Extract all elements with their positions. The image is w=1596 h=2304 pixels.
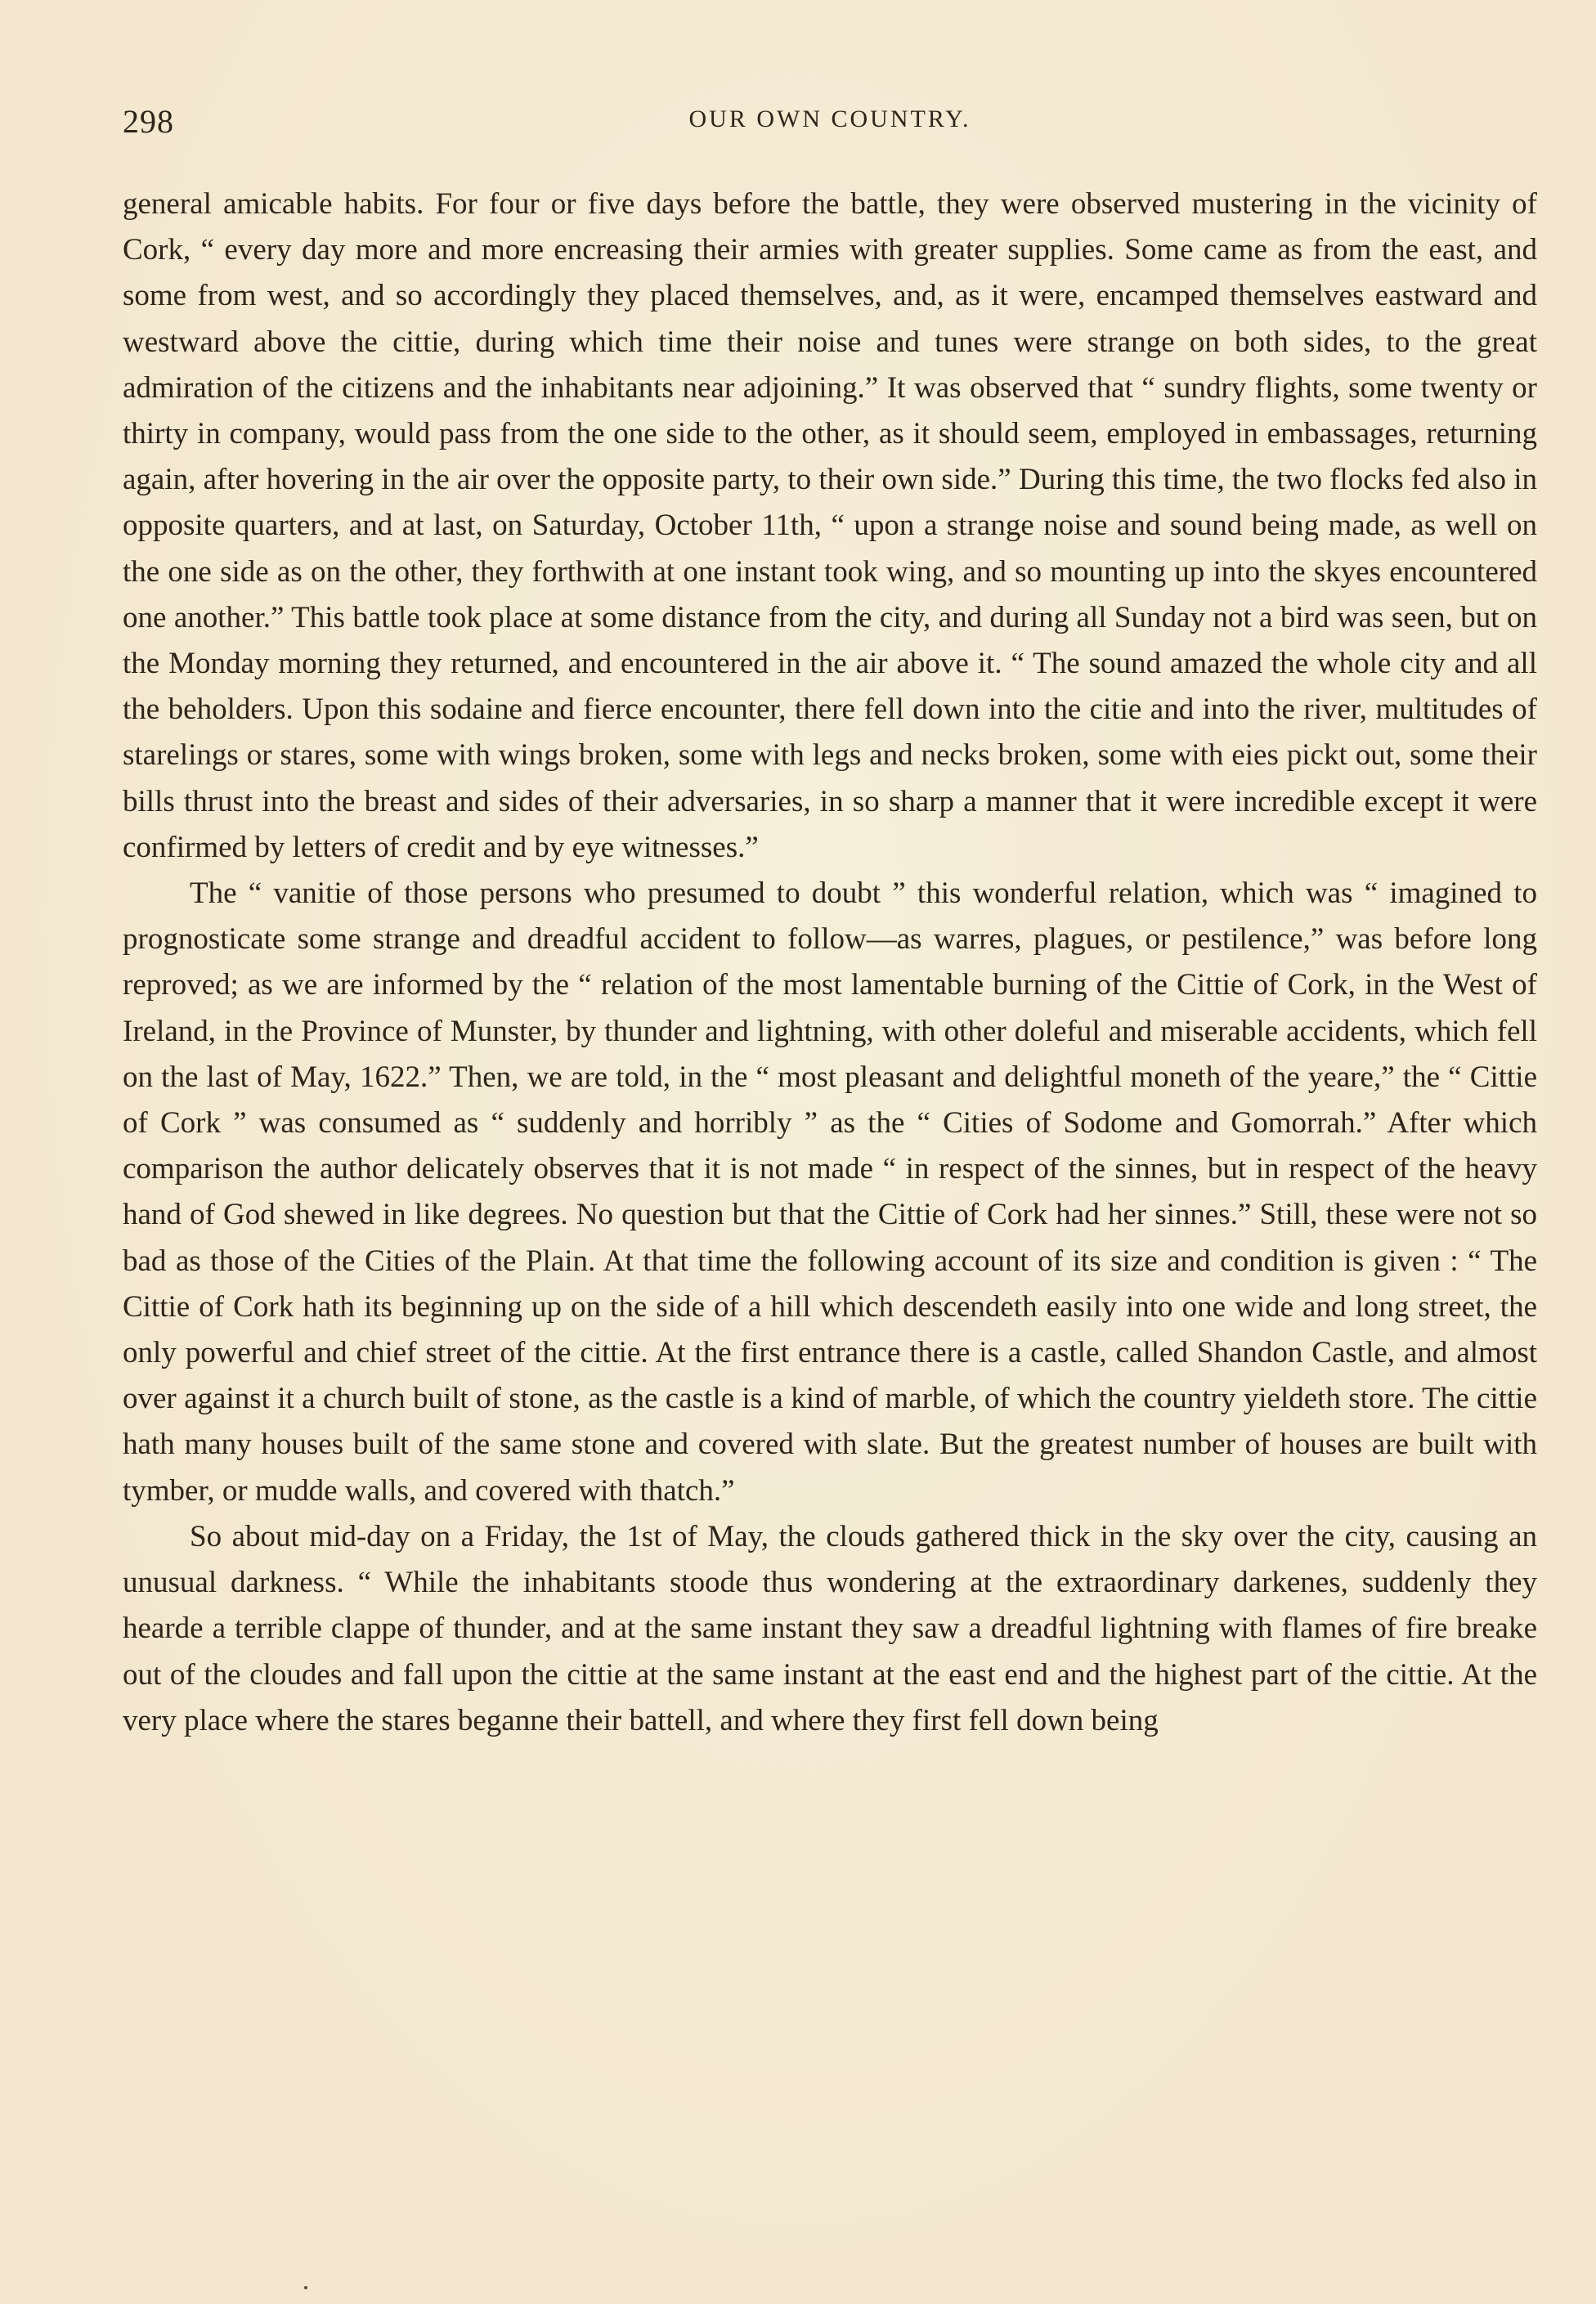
paper-speck: [304, 2286, 307, 2289]
page-header: [123, 102, 1537, 151]
paragraph-starling-battle: general amicable habits. For four or five days before the battle, they were observed mustering in the vicinity of Cork, “ every day more and more encreasing their armies with greater supplies. Some came as from the east, and some from west, and so accordingly they placed themselves, and, as it were, encamped themselves eastward and westward above the cittie, during which time their noise and tunes were strange on both sides, to the great admiration of the citizens and the inhabitants near adjoining.” It was observed that “ sundry flights, some twenty or thirty in company, would pass from the one side to the other, as it should seem, employed in embassages, returning again, after hovering in the air over the opposite party, to their own side.” During this time, the two flocks fed also in opposite quarters, and at last, on Saturday, October 11th, “ upon a strange noise and sound being made, as well on the one side as on the other, they forthwith at one instant took wing, and so mounting up into the skyes encountered one another.” This battle took place at some distance from the city, and during all Sunday not a bird was seen, but on the Monday morning they returned, and encountered in the air above it. “ The sound amazed the whole city and all the beholders. Upon this sodaine and fierce encounter, there fell down into the citie and into the river, multitudes of starelings or stares, some with wings broken, some with legs and necks broken, some with eies pickt out, some their bills thrust into the breast and sides of their adversaries, in so sharp a manner that it were incredible except it were confirmed by letters of credit and by eye witnesses.”: [123, 187, 1537, 864]
paragraph-thunderstorm: So about mid-day on a Friday, the 1st of May, the clouds gathered thick in the sky over the city, causing an unusual darkness. “ While the inhabitants stoode thus wondering at the extraordinary darkenes, suddenly they hearde a terrible clappe of thunder, and at the same instant they saw a dreadful lightning with flames of fire breake out of the cloudes and fall upon the cittie at the same instant at the east end and the highest part of the cittie. At the very place where the stares beganne their battell, and where they first fell down being: [123, 1519, 1537, 1737]
running-title: OUR OWN COUNTRY.: [688, 105, 971, 132]
body-text: [123, 182, 1537, 1744]
page-number: 298: [123, 103, 174, 140]
paragraph-burning-of-cork: The “ vanitie of those persons who presumed to doubt ” this wonderful relation, which was “ imagined to prognosticate some strange and dreadful accident to follow—as warres, plagues, or pestilence,” was before long reproved; as we are informed by the “ relation of the most lamentable burning of the Cittie of Cork, in the West of Ireland, in the Province of Munster, by thunder and lightning, with other doleful and miserable accidents, which fell on the last of May, 1622.” Then, we are told, in the “ most pleasant and delightful moneth of the yeare,” the “ Cittie of Cork ” was consumed as “ suddenly and horribly ” as the “ Cities of Sodome and Gomorrah.” After which comparison the author delicately observes that it is not made “ in respect of the sinnes, but in respect of the heavy hand of God shewed in like degrees. No question but that the Cittie of Cork had her sinnes.” Still, these were not so bad as those of the Cities of the Plain. At that time the following account of its size and condition is given : “ The Cittie of Cork hath its beginning up on the side of a hill which descendeth easily into one wide and long street, the only powerful and chief street of the cittie. At the first entrance there is a castle, called Shandon Castle, and almost over against it a church built of stone, as the castle is a kind of marble, of which the country yieldeth store. The cittie hath many houses built of the same stone and covered with slate. But the greatest number of houses are built with tymber, or mudde walls, and covered with thatch.”: [123, 876, 1537, 1508]
